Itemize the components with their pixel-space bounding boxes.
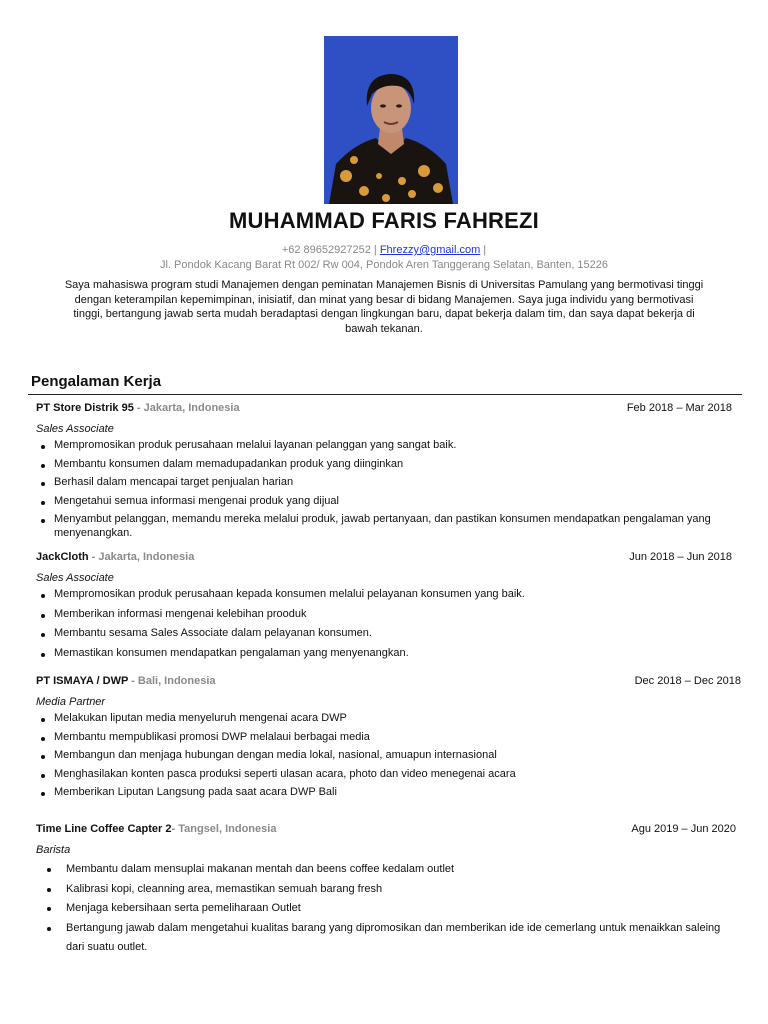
list-item: Melakukan liputan media menyeluruh mengenai acara DWP bbox=[36, 712, 741, 726]
job-dates: Feb 2018 – Mar 2018 bbox=[626, 402, 732, 414]
job-duties-list bbox=[36, 712, 741, 800]
list-item: Membantu sesama Sales Associate dalam pelayanan konsumen. bbox=[36, 627, 736, 641]
list-item: Menjaga kebersihaan serta pemeliharaan Outlet bbox=[36, 899, 736, 919]
company-location: Jakarta, Indonesia bbox=[98, 551, 195, 563]
address: Jl. Pondok Kacang Barat Rt 002/ Rw 004, Pondok Aren Tanggerang Selatan, Banten, 15226 bbox=[159, 259, 609, 271]
company-name: PT Store Distrik 95 bbox=[36, 402, 134, 414]
list-item: Memberikan Liputan Langsung pada saat acara DWP Bali bbox=[36, 786, 741, 800]
job-entry bbox=[36, 675, 741, 805]
job-header bbox=[36, 675, 741, 692]
section-divider bbox=[28, 394, 742, 395]
company-name: Time Line Coffee Capter 2 bbox=[36, 823, 172, 835]
person-portrait-icon bbox=[324, 36, 458, 204]
company-location: Jakarta, Indonesia bbox=[143, 402, 240, 414]
job-header bbox=[36, 823, 736, 840]
job-role: Media Partner bbox=[36, 696, 106, 708]
job-role: Sales Associate bbox=[36, 572, 114, 584]
list-item: Memberikan informasi mengenai kelebihan prooduk bbox=[36, 608, 736, 622]
list-item: Membangun dan menjaga hubungan dengan media lokal, nasional, amuapun internasional bbox=[36, 749, 741, 763]
list-item: Bertangung jawab dalam mengetahui kualitas barang yang dipromosikan dan memberikan ide ide cemerlang untuk menaikkan saleing dari suatu outlet. bbox=[36, 919, 736, 958]
phone-number: +62 89652927252 | bbox=[281, 244, 377, 256]
email-link[interactable]: Fhrezzy@gmail.com bbox=[379, 244, 481, 256]
section-title-work-experience: Pengalaman Kerja bbox=[31, 373, 162, 390]
job-dates: Dec 2018 – Dec 2018 bbox=[634, 675, 741, 687]
list-item: Menyambut pelanggan, memandu mereka melalui produk, jawab pertanyaan, dan pastikan konsumen mendapatkan pengalaman yang menyenangkan. bbox=[36, 513, 736, 540]
list-item: Mempromosikan produk perusahaan melalui layanan pelanggan yang sangat baik. bbox=[36, 439, 736, 453]
contact-line bbox=[0, 244, 768, 256]
list-item: Membantu mempublikasi promosi DWP melalaui berbagai media bbox=[36, 731, 741, 745]
contact-separator: | bbox=[480, 244, 487, 256]
job-role: Sales Associate bbox=[36, 423, 114, 435]
job-header bbox=[36, 551, 736, 568]
company-name: PT ISMAYA / DWP bbox=[36, 675, 129, 687]
profile-photo bbox=[324, 36, 458, 204]
company-separator: - bbox=[128, 675, 138, 687]
company-separator: - bbox=[88, 551, 99, 563]
candidate-name: MUHAMMAD FARIS FAHREZI bbox=[229, 208, 539, 233]
profile-summary: Saya mahasiswa program studi Manajemen dengan peminatan Manajemen Bisnis di Universitas Pamulang yang bermotivasi tinggi dengan keterampilan kepemimpinan, inisiatif, dan minat yang besar di bidang Manajemen. Saya juga individu yang bermotivasi tinggi, bertangung jawab serta mudah beradaptasi dengan lingkungan baru, dapat bekerja dalam tim, dan saya dapat bekerja di bawah tekanan. bbox=[64, 279, 704, 335]
job-duties-list bbox=[36, 860, 736, 958]
list-item: Membantu dalam mensuplai makanan mentah dan beens coffee kedalam outlet bbox=[36, 860, 736, 880]
company-separator: - bbox=[133, 402, 144, 414]
job-entry bbox=[36, 551, 736, 666]
company-separator: - bbox=[171, 823, 179, 835]
company-location: Bali, Indonesia bbox=[137, 675, 216, 687]
job-dates: Agu 2019 – Jun 2020 bbox=[631, 823, 736, 835]
job-duties-list bbox=[36, 439, 736, 540]
job-dates: Jun 2018 – Jun 2018 bbox=[629, 551, 732, 563]
job-header bbox=[36, 402, 736, 419]
job-role: Barista bbox=[36, 844, 71, 856]
list-item: Membantu konsumen dalam memadupadankan produk yang diinginkan bbox=[36, 458, 736, 472]
company-location: Tangsel, Indonesia bbox=[178, 823, 277, 835]
list-item: Mengetahui semua informasi mengenai produk yang dijual bbox=[36, 495, 736, 509]
list-item: Menghasilakan konten pasca produksi seperti ulasan acara, photo dan video menegenai acara bbox=[36, 768, 741, 782]
job-duties-list bbox=[36, 588, 736, 660]
job-entry bbox=[36, 823, 736, 958]
list-item: Kalibrasi kopi, cleanning area, memastikan semuah barang fresh bbox=[36, 880, 736, 900]
company-name: JackCloth bbox=[36, 551, 89, 563]
list-item: Memastikan konsumen mendapatkan pengalaman yang menyenangkan. bbox=[36, 647, 736, 661]
job-entry bbox=[36, 402, 736, 545]
list-item: Berhasil dalam mencapai target penjualan harian bbox=[36, 476, 736, 490]
list-item: Mempromosikan produk perusahaan kepada konsumen melalui pelayanan konsumen yang baik. bbox=[36, 588, 736, 602]
